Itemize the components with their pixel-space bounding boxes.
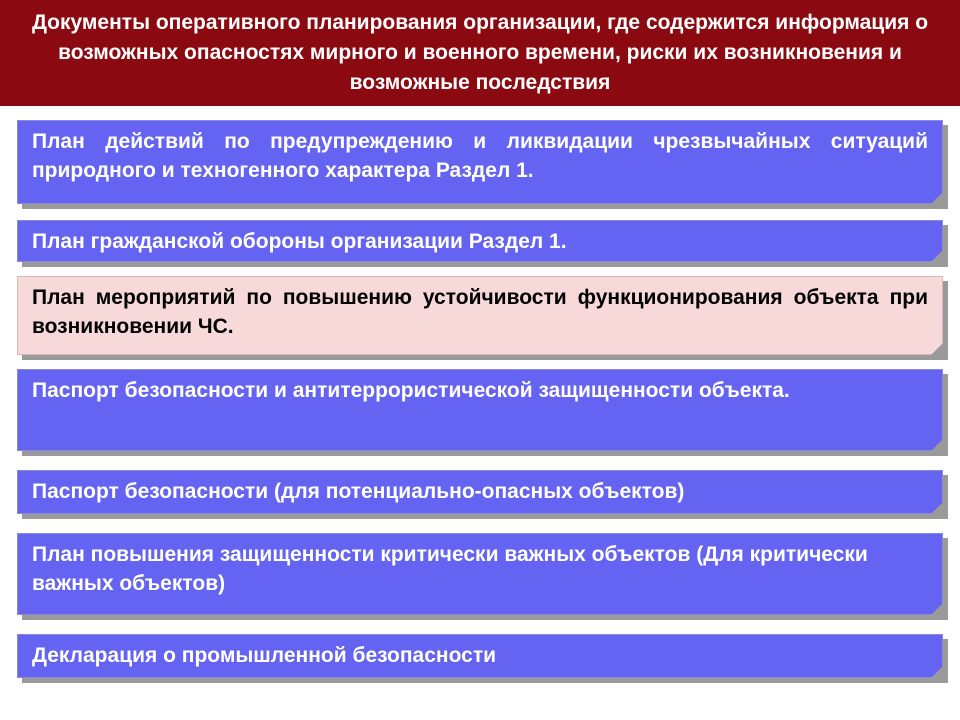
document-item-label: Декларация о промышленной безопасности bbox=[32, 644, 497, 667]
document-item-label: План повышения защищенности критически важных объектов (Для критически важных объектов) bbox=[32, 543, 868, 595]
title-banner bbox=[0, 0, 960, 106]
corner-fold bbox=[931, 502, 943, 514]
document-item-civil-defense-plan bbox=[17, 220, 943, 262]
document-item-critical-objects-plan bbox=[17, 533, 943, 615]
corner-fold bbox=[931, 666, 943, 678]
document-item-emergency-plan bbox=[17, 120, 943, 204]
document-item-label: Паспорт безопасности и антитеррористической защищенности объекта. bbox=[32, 379, 790, 402]
corner-fold bbox=[931, 343, 943, 355]
document-item-industrial-safety-declaration bbox=[17, 634, 943, 678]
corner-fold bbox=[931, 603, 943, 615]
document-item-label: Паспорт безопасности (для потенциально-опасных объектов) bbox=[32, 480, 685, 503]
document-item-security-passport bbox=[17, 369, 943, 451]
corner-fold bbox=[931, 439, 943, 451]
document-item-label: План мероприятий по повышению устойчивости функционирования объекта при возникновении ЧС. bbox=[32, 286, 928, 338]
corner-fold bbox=[931, 192, 943, 204]
document-item-label: План гражданской обороны организации Раздел 1. bbox=[32, 230, 567, 253]
document-item-stability-plan bbox=[17, 276, 943, 355]
page-title: Документы оперативного планирования организации, где содержится информация о возможных опасностях мирного и военного времени, риски их возникновения и возможные последствия bbox=[31, 11, 929, 94]
document-item-hazard-passport bbox=[17, 470, 943, 514]
document-item-label: План действий по предупреждению и ликвидации чрезвычайных ситуаций природного и техногенного характера Раздел 1. bbox=[32, 130, 928, 182]
corner-fold bbox=[931, 250, 943, 262]
